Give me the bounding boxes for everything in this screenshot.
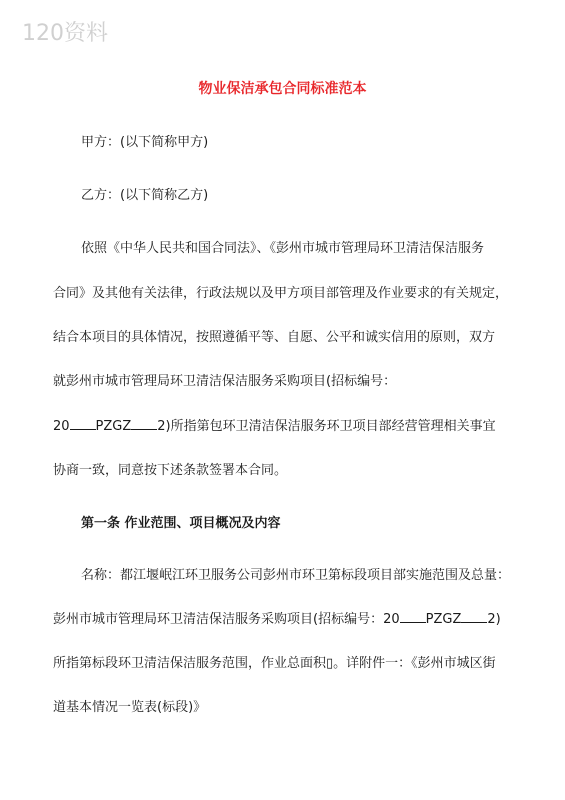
intro-line-2: 合同》及其他有关法律，行政法规以及甲方项目部管理及作业要求的有关规定， [53,286,509,301]
blank-underline [461,610,487,623]
intro-line-6: 协商一致，同意按下述条款签署本合同。 [53,463,288,478]
watermark-logo: 120资料 [22,21,108,46]
blank-underline [70,417,96,430]
tender-number-year: 20 [53,419,70,434]
intro-line-5 [53,415,496,434]
intro-line-1: 依照《中华人民共和国合同法》、《彭州市城市管理局环卫清洁保洁服务 [81,241,485,256]
article-1-line-2-text: 彭州市城市管理局环卫清洁保洁服务采购项目(招标编号：20 [53,612,400,627]
intro-line-3: 结合本项目的具体情况，按照遵循平等、自愿、公平和诚实信用的原则，双方 [53,330,496,345]
party-a-line: 甲方：(以下简称甲方) [81,135,209,150]
intro-line-4: 就彭州市城市管理局环卫清洁保洁服务采购项目(招标编号： [53,374,397,389]
document-title: 物业保洁承包合同标准范本 [198,81,367,97]
intro-line-5-text: 2)所指第包环卫清洁保洁服务环卫项目部经营管理相关事宜 [157,419,496,434]
article-1-line-3: 所指第标段环卫清洁保洁服务范围，作业总面积▯。详附件一：《彭州市城区街 [53,656,496,671]
article-1-line-4: 道基本情况一览表(标段)》 [53,700,207,715]
tender-number-code: PZGZ [425,612,462,627]
article-1-heading: 第一条 作业范围、项目概况及内容 [81,516,281,531]
article-1-line-2-end: 2) [487,612,501,627]
article-1-line-1: 名称：都江堰岷江环卫服务公司彭州市环卫第标段项目部实施范围及总量： [81,568,511,583]
article-1-line-2 [53,608,501,627]
blank-underline [400,610,426,623]
blank-underline [131,417,157,430]
party-b-line: 乙方：(以下简称乙方) [81,188,209,203]
tender-number-code: PZGZ [95,419,132,434]
